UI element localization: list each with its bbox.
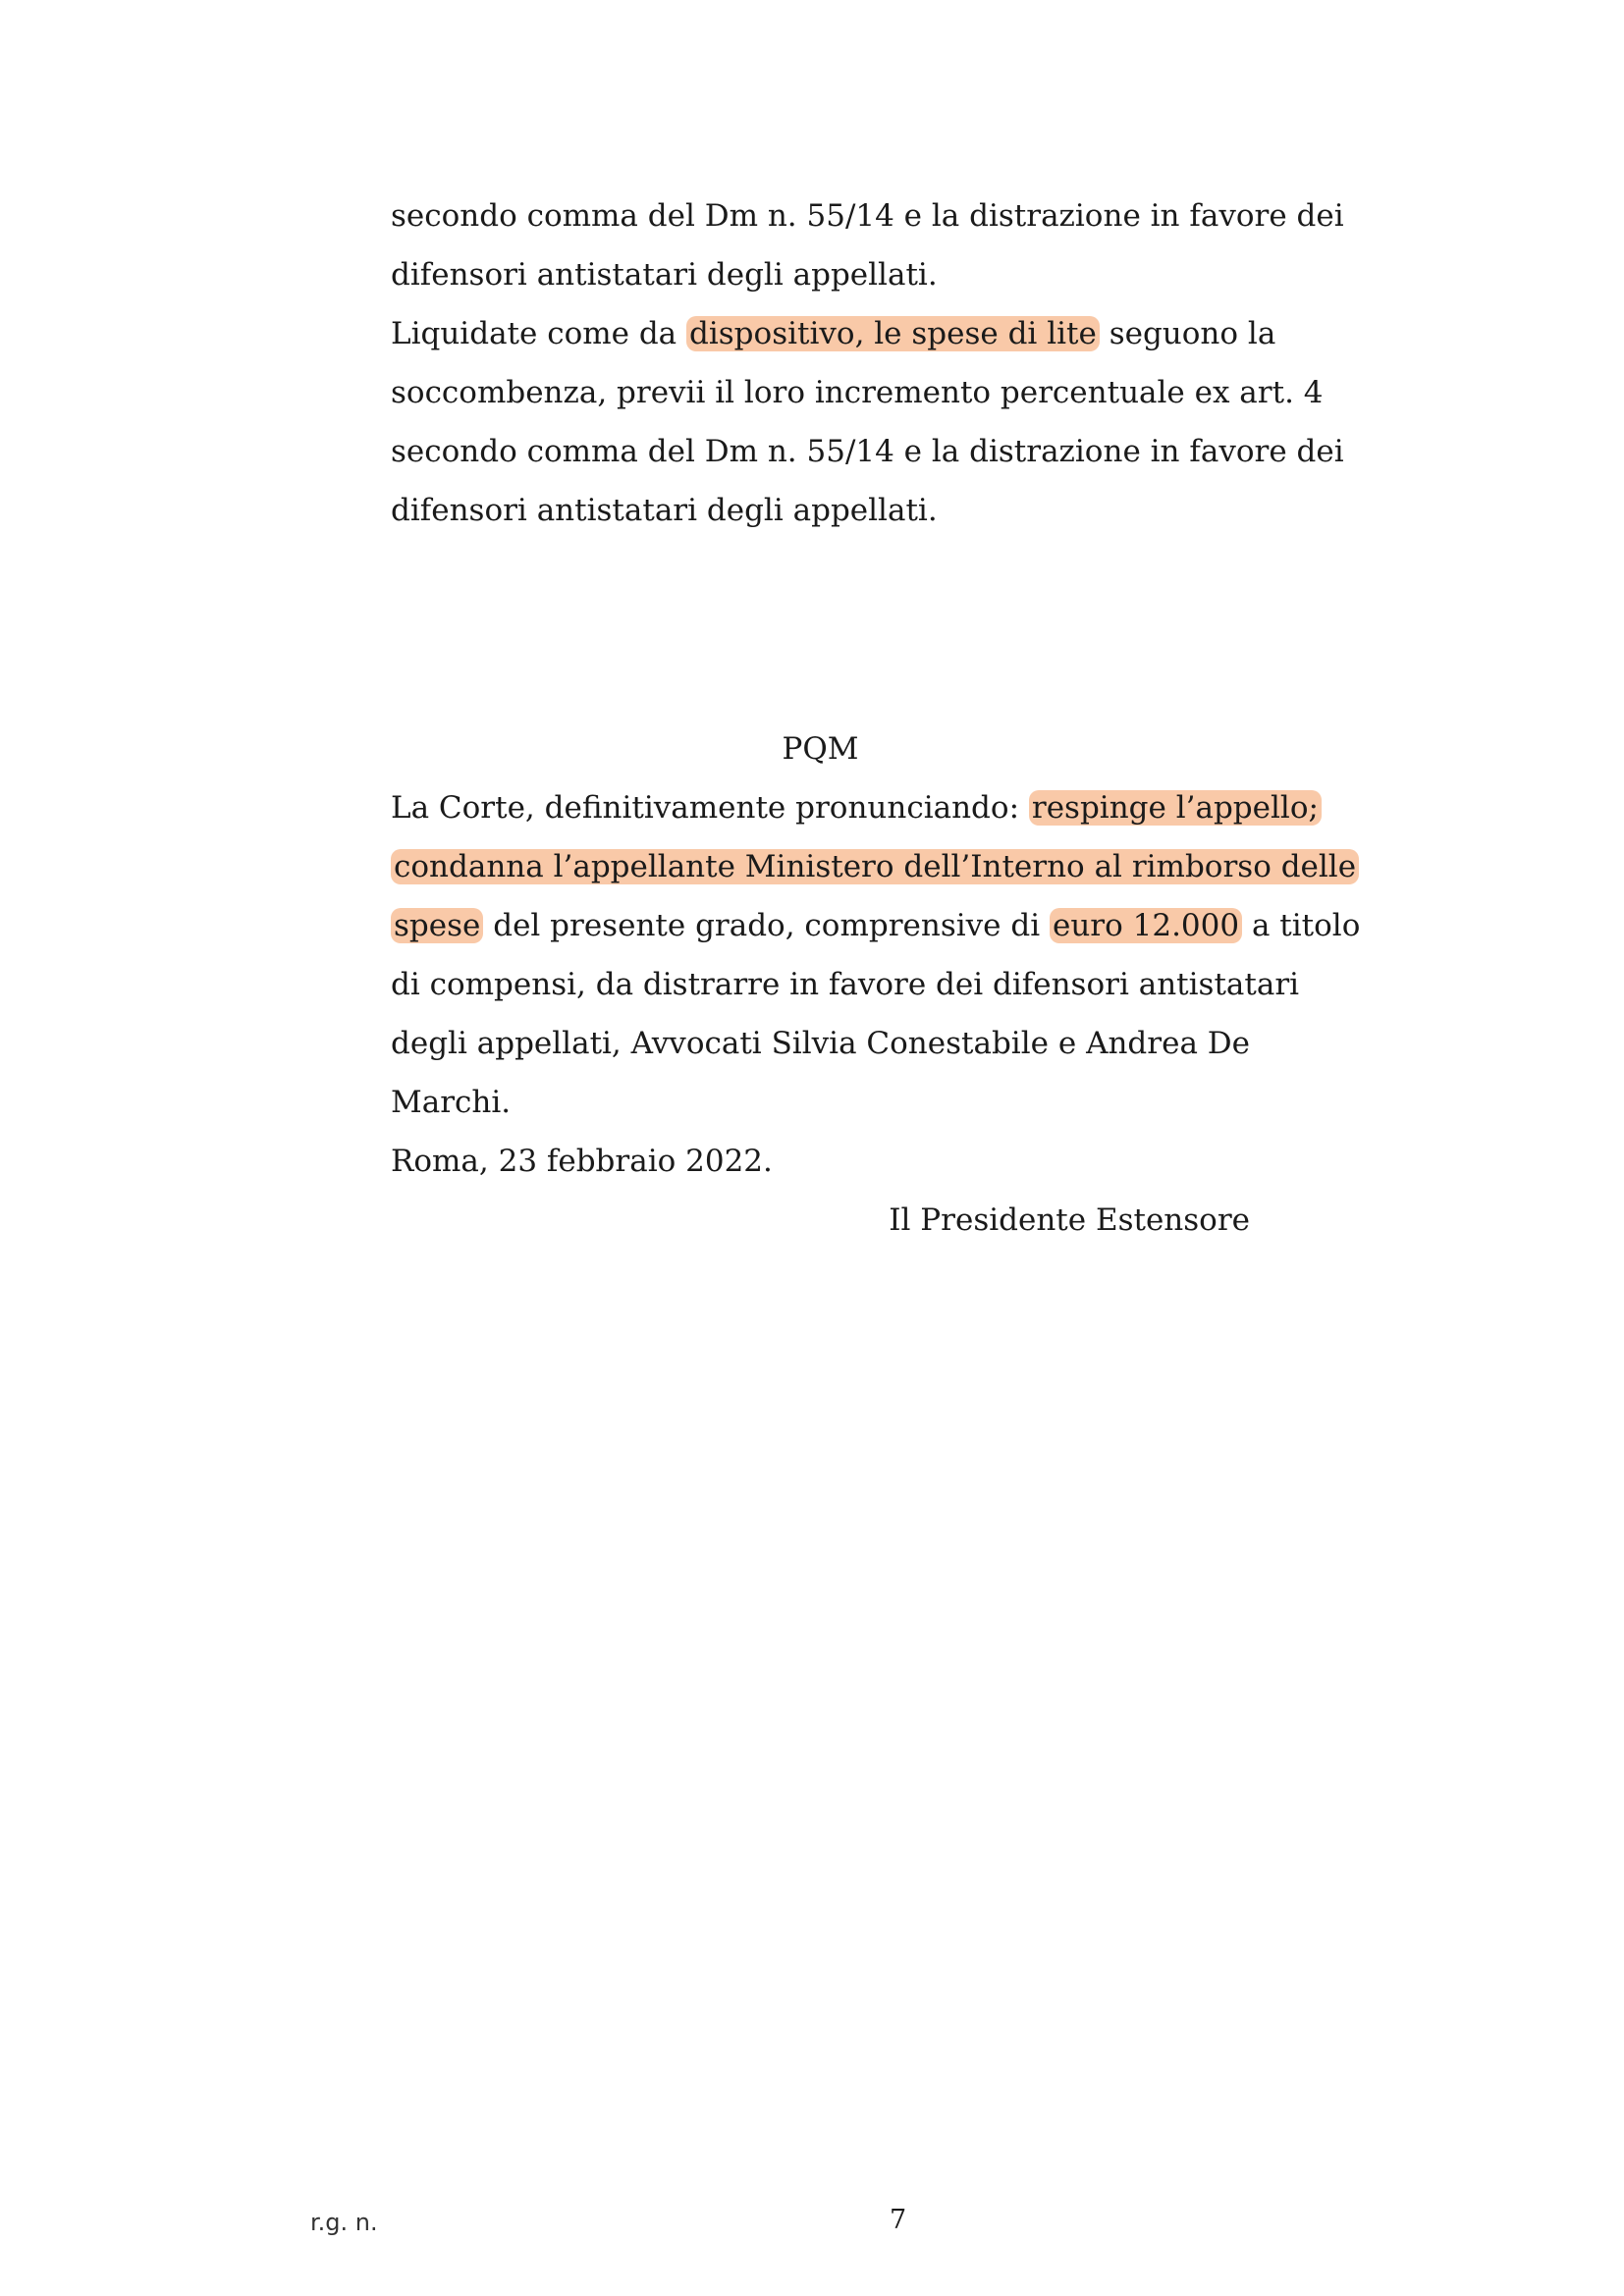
paragraph-1-line-1 bbox=[391, 196, 1344, 236]
paragraph-2-line-1 bbox=[391, 314, 1276, 353]
highlight-spese: spese bbox=[391, 908, 483, 943]
text-segment: Il Presidente Estensore bbox=[889, 1202, 1250, 1238]
pqm-heading bbox=[391, 729, 1250, 769]
text-segment: difensori antistatari degli appellati. bbox=[391, 257, 938, 293]
highlight-euro: euro 12.000 bbox=[1050, 908, 1242, 943]
text-segment: secondo comma del Dm n. 55/14 e la distrazione in favore dei bbox=[391, 434, 1344, 469]
paragraph-2-line-4 bbox=[391, 491, 1250, 530]
paragraph-2-line-2 bbox=[391, 373, 1324, 412]
highlight-dispositivo: dispositivo, le spese di lite bbox=[686, 316, 1100, 351]
page-number: 7 bbox=[890, 2205, 907, 2235]
signature bbox=[391, 1201, 1250, 1240]
highlight-condanna: condanna l’appellante Ministero dell’Interno al rimborso delle bbox=[391, 849, 1359, 884]
text-segment: Liquidate come da bbox=[391, 316, 677, 351]
footer-rg-label: r.g. n. bbox=[310, 2209, 378, 2236]
highlight-respinge: respinge l’appello; bbox=[1029, 790, 1322, 826]
text-segment: degli appellati, Avvocati Silvia Conestabile e Andrea De bbox=[391, 1026, 1250, 1061]
text-segment: difensori antistatari degli appellati. bbox=[391, 493, 938, 528]
text-segment: Roma, 23 febbraio 2022. bbox=[391, 1144, 773, 1179]
text-segment: a titolo bbox=[1251, 908, 1361, 943]
paragraph-2-line-3 bbox=[391, 432, 1344, 471]
text-segment: di compensi, da distrarre in favore dei difensori antistatari bbox=[391, 967, 1300, 1002]
pqm-line-6 bbox=[391, 1083, 1250, 1122]
place-date bbox=[391, 1142, 1250, 1181]
text-segment: La Corte, definitivamente pronunciando: bbox=[391, 790, 1020, 826]
text-segment: soccombenza, previi il loro incremento percentuale ex art. 4 bbox=[391, 375, 1324, 410]
heading-text: PQM bbox=[782, 731, 859, 767]
text-segment: seguono la bbox=[1109, 316, 1276, 351]
pqm-line-2 bbox=[391, 847, 1357, 886]
pqm-line-3 bbox=[391, 906, 1361, 945]
pqm-line-5 bbox=[391, 1024, 1250, 1063]
pqm-line-1 bbox=[391, 788, 1319, 828]
text-segment: secondo comma del Dm n. 55/14 e la distrazione in favore dei bbox=[391, 198, 1344, 234]
text-segment: Marchi. bbox=[391, 1085, 512, 1120]
paragraph-1-line-2 bbox=[391, 255, 1250, 294]
text-segment: del presente grado, comprensive di bbox=[493, 908, 1041, 943]
pqm-line-4 bbox=[391, 965, 1300, 1004]
